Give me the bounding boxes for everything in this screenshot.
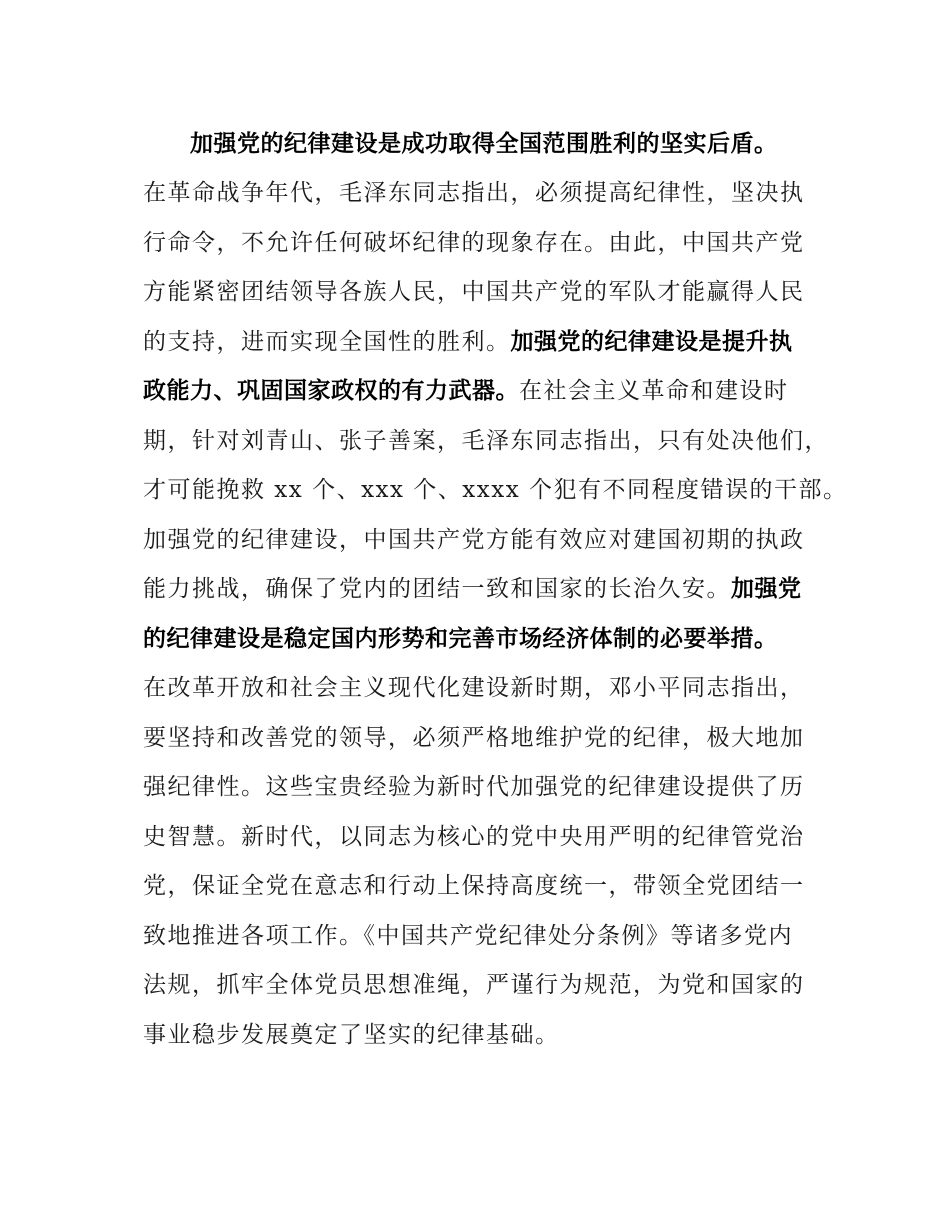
body-text: 期，针对刘青山、张子善案，毛泽东同志指出，只有处决他们， — [143, 428, 829, 454]
bold-heading-phrase: 加强党的纪律建设是提升执 — [510, 329, 793, 355]
bold-heading-phrase: 的纪律建设是稳定国内形势和完善市场经济体制的必要举措。 — [143, 626, 778, 652]
text-line — [143, 376, 789, 406]
body-text: 才可能挽救 xx 个、xxx 个、xxxx 个犯有不同程度错误的干部。 — [143, 477, 848, 503]
text-line — [143, 970, 805, 1000]
text-line — [143, 624, 778, 654]
body-text: 法规，抓牢全体党员思想准绳，严谨行为规范，为党和国家的 — [143, 972, 805, 998]
text-line — [143, 277, 805, 307]
bold-heading-phrase: 加强党 — [731, 576, 802, 602]
text-line — [143, 673, 805, 703]
body-text: 在改革开放和社会主义现代化建设新时期，邓小平同志指出， — [143, 675, 805, 701]
text-line — [143, 475, 848, 505]
text-line — [190, 129, 778, 159]
text-line — [143, 1020, 560, 1050]
body-text: 加强党的纪律建设，中国共产党方能有效应对建国初期的执政 — [143, 527, 805, 553]
body-text: 党，保证全党在意志和行动上保持高度统一，带领全党团结一 — [143, 873, 805, 899]
body-text: 致地推进各项工作。《中国共产党纪律处分条例》等诸多党内 — [143, 923, 793, 949]
text-line — [143, 178, 805, 208]
text-line — [143, 772, 805, 802]
text-line — [143, 822, 805, 852]
body-text: 在革命战争年代，毛泽东同志指出，必须提高纪律性，坚决执 — [143, 180, 805, 206]
text-line — [143, 228, 805, 258]
text-line — [143, 327, 793, 357]
text-line — [143, 525, 805, 555]
text-line — [143, 723, 805, 753]
body-text: 史智慧。新时代，以同志为核心的党中央用严明的纪律管党治 — [143, 824, 805, 850]
text-line — [143, 871, 805, 901]
body-text: 行命令，不允许任何破坏纪律的现象存在。由此，中国共产党 — [143, 230, 805, 256]
body-text: 强纪律性。这些宝贵经验为新时代加强党的纪律建设提供了历 — [143, 774, 805, 800]
bold-heading-phrase: 政能力、巩固国家政权的有力武器。 — [143, 378, 519, 404]
body-text: 要坚持和改善党的领导，必须严格地维护党的纪律，极大地加 — [143, 725, 805, 751]
body-text: 能力挑战，确保了党内的团结一致和国家的长治久安。 — [143, 576, 731, 602]
body-text: 方能紧密团结领导各族人民，中国共产党的军队才能赢得人民 — [143, 279, 805, 305]
body-text: 事业稳步发展奠定了坚实的纪律基础。 — [143, 1022, 560, 1048]
body-text: 的支持，进而实现全国性的胜利。 — [143, 329, 511, 355]
text-line — [143, 921, 793, 951]
bold-heading-phrase: 加强党的纪律建设是成功取得全国范围胜利的坚实后盾。 — [190, 131, 778, 157]
text-line — [143, 426, 829, 456]
body-text: 在社会主义革命和建设时 — [519, 378, 789, 404]
text-line — [143, 574, 802, 604]
